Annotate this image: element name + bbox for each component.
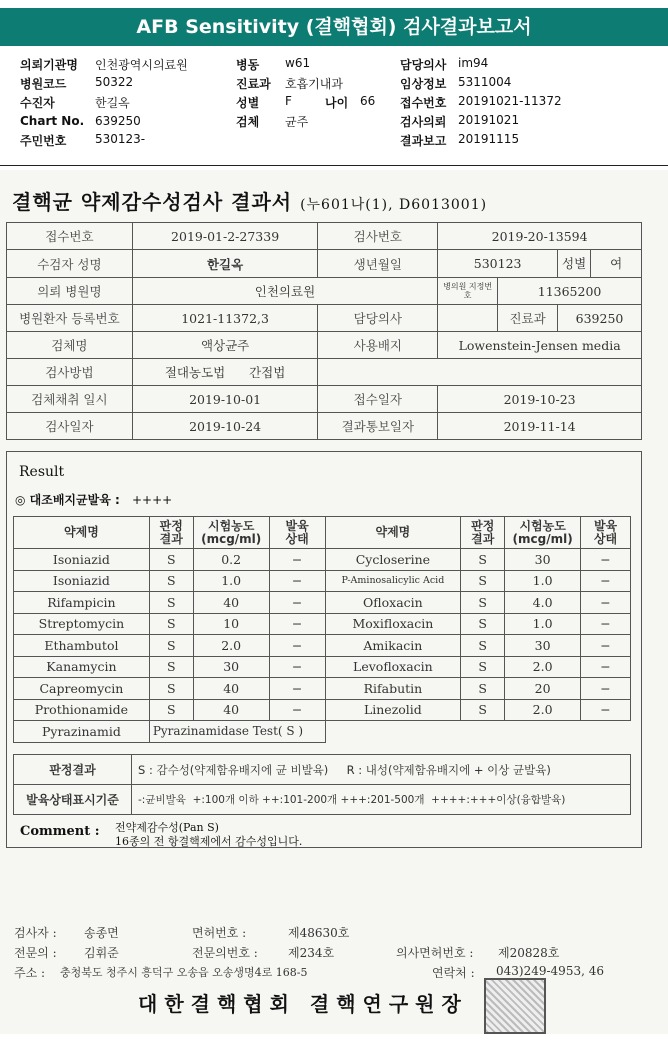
sex-value-cell: 여 bbox=[610, 256, 623, 271]
table-row bbox=[14, 656, 631, 678]
hosp-no-label: 병의원 지정번호 bbox=[438, 278, 498, 305]
test-date-label: 검사일자 bbox=[7, 413, 133, 440]
method-2: 간접법 bbox=[249, 365, 286, 380]
drug-result: S bbox=[461, 678, 505, 700]
table-row bbox=[14, 699, 631, 721]
title-text: 결핵균 약제감수성검사 결과서 bbox=[12, 190, 293, 214]
method-empty bbox=[318, 359, 642, 386]
hosp-label: 의뢰 병원명 bbox=[7, 278, 133, 305]
drug-result: S bbox=[149, 570, 193, 592]
age-value: 66 bbox=[360, 94, 376, 108]
dept-label-cell: 진료과 bbox=[498, 305, 558, 332]
drug-conc: 30 bbox=[505, 635, 581, 657]
drug-name: Ofloxacin bbox=[325, 592, 461, 614]
age-label: 나이 bbox=[325, 96, 349, 110]
drug-conc: 30 bbox=[505, 549, 581, 571]
drug-growth: − bbox=[269, 549, 325, 571]
doctor-empty bbox=[438, 305, 498, 332]
drug-growth: − bbox=[581, 570, 631, 592]
growth-line2: 상태 bbox=[285, 531, 309, 546]
judge-legend-label: 판정결과 bbox=[14, 755, 132, 785]
dept-value-cell: 639250 bbox=[558, 305, 642, 332]
drug-growth: − bbox=[581, 592, 631, 614]
drug-name: Ethambutol bbox=[14, 635, 150, 657]
growth-line1: 발육 bbox=[593, 518, 618, 533]
drug-growth: − bbox=[269, 699, 325, 721]
receive-date: 2019-10-23 bbox=[438, 386, 642, 413]
judge-line1: 판정 bbox=[159, 518, 183, 533]
specimen-value: 균주 bbox=[285, 115, 309, 129]
drug-growth: − bbox=[269, 678, 325, 700]
conc-line2: (mcg/ml) bbox=[512, 531, 573, 546]
control-label: ◎ 대조배지균발육 : bbox=[15, 493, 120, 507]
patient-header bbox=[0, 50, 668, 166]
doc-license-no: 제20828호 bbox=[498, 946, 560, 960]
drug-name: Rifabutin bbox=[325, 678, 461, 700]
drug-growth: − bbox=[269, 613, 325, 635]
doctor-label-cell: 담당의사 bbox=[318, 305, 438, 332]
drug-result: S bbox=[149, 592, 193, 614]
tester-label: 검사자 : bbox=[14, 926, 57, 940]
conc-line1: 시험농도 bbox=[519, 518, 566, 533]
dept-value: 호흡기내과 bbox=[285, 77, 343, 91]
drug-result: S bbox=[149, 678, 193, 700]
specialist-name: 김휘준 bbox=[84, 946, 119, 960]
drug-conc: 1.0 bbox=[193, 570, 269, 592]
drug-result: S bbox=[461, 613, 505, 635]
specimen-label-cell: 검체명 bbox=[7, 332, 133, 359]
test-no-label: 검사번호 bbox=[318, 223, 438, 250]
document-title bbox=[12, 186, 487, 215]
growth-line2: 상태 bbox=[593, 531, 618, 546]
collect-date: 2019-10-01 bbox=[132, 386, 318, 413]
drug-name: Streptomycin bbox=[14, 613, 150, 635]
table-row bbox=[14, 613, 631, 635]
comment-line-1: 전약제감수성(Pan S) bbox=[115, 821, 219, 834]
drug-result: S bbox=[461, 656, 505, 678]
address-label: 주소 : bbox=[14, 966, 46, 980]
medium-label: 사용배지 bbox=[318, 332, 438, 359]
clinical-value: 5311004 bbox=[458, 75, 512, 89]
comment-line-2: 16종의 전 항결핵제에서 감수성입니다. bbox=[115, 835, 303, 848]
drug-growth: − bbox=[581, 635, 631, 657]
notify-label: 결과통보일자 bbox=[318, 413, 438, 440]
col-growth-l bbox=[269, 517, 325, 549]
drug-growth: − bbox=[269, 656, 325, 678]
spec-no: 제234호 bbox=[288, 946, 335, 960]
drug-name: Cycloserine bbox=[325, 549, 461, 571]
pza-drug: Pyrazinamid bbox=[14, 721, 150, 743]
report-banner: AFB Sensitivity (결핵협회) 검사결과보고서 bbox=[0, 8, 668, 46]
control-value: ++++ bbox=[131, 493, 173, 507]
judge-line2: 결과 bbox=[159, 531, 183, 546]
rrn-label: 주민번호 bbox=[20, 134, 67, 148]
result-title: Result bbox=[19, 464, 65, 480]
pza-test: Pyrazinamidase Test( S ) bbox=[149, 721, 325, 743]
drug-growth: − bbox=[269, 570, 325, 592]
code-label: 병원코드 bbox=[20, 77, 67, 91]
dob: 530123 bbox=[438, 250, 558, 278]
col-conc-r bbox=[505, 517, 581, 549]
hospital-label: 의뢰기관명 bbox=[20, 58, 78, 72]
doc-license-label: 의사면허번호 : bbox=[396, 946, 474, 960]
table-row bbox=[14, 635, 631, 657]
ward-label: 병동 bbox=[236, 58, 260, 72]
notify-date: 2019-11-14 bbox=[438, 413, 642, 440]
official-seal-icon bbox=[484, 978, 546, 1034]
drug-result: S bbox=[461, 635, 505, 657]
drug-table bbox=[13, 516, 631, 743]
drug-growth: − bbox=[581, 613, 631, 635]
drug-growth: − bbox=[581, 549, 631, 571]
contact: 043)249-4953, 46 bbox=[496, 964, 604, 978]
col-drug-l: 약제명 bbox=[14, 517, 150, 549]
table-row bbox=[14, 549, 631, 571]
reg-label: 병원환자 등록번호 bbox=[7, 305, 133, 332]
drug-result: S bbox=[461, 570, 505, 592]
chart-label: Chart No. bbox=[20, 114, 85, 128]
accession-label: 접수번호 bbox=[400, 96, 447, 110]
drug-conc: 30 bbox=[193, 656, 269, 678]
test-no: 2019-20-13594 bbox=[438, 223, 642, 250]
report-label: 결과보고 bbox=[400, 134, 447, 148]
conc-line1: 시험농도 bbox=[208, 518, 255, 533]
drug-conc: 1.0 bbox=[505, 570, 581, 592]
drug-conc: 2.0 bbox=[505, 656, 581, 678]
drug-result: S bbox=[461, 592, 505, 614]
reg-no: 1021-11372,3 bbox=[132, 305, 318, 332]
tester-name: 송종면 bbox=[84, 926, 119, 940]
col-conc-l bbox=[193, 517, 269, 549]
ward-value: w61 bbox=[285, 56, 311, 70]
drug-name: P-Aminosalicylic Acid bbox=[325, 570, 461, 592]
judge-legend-text: S : 감수성(약제함유배지에 균 비발육) R : 내성(약제함유배지에 + 이상 균발육) bbox=[132, 755, 631, 785]
clinical-label: 임상정보 bbox=[400, 77, 447, 91]
drug-conc: 1.0 bbox=[505, 613, 581, 635]
drug-conc: 4.0 bbox=[505, 592, 581, 614]
drug-result: S bbox=[149, 656, 193, 678]
report-value: 20191115 bbox=[458, 132, 520, 146]
sex-label: 성별 bbox=[236, 96, 260, 110]
drug-conc: 40 bbox=[193, 592, 269, 614]
drug-name: Levofloxacin bbox=[325, 656, 461, 678]
table-row bbox=[14, 678, 631, 700]
sex-label-cell: 성별 bbox=[558, 250, 591, 277]
drug-result: S bbox=[149, 549, 193, 571]
dept-label: 진료과 bbox=[236, 77, 271, 91]
test-date: 2019-10-24 bbox=[132, 413, 318, 440]
info-table bbox=[6, 222, 642, 440]
patient-name: 한길옥 bbox=[132, 250, 318, 278]
growth-legend-text: -:균비발육 +:100개 이하 ++:101-200개 +++:201-500개 ++++:+++이상(융합발육) bbox=[132, 785, 631, 815]
col-judge-l bbox=[149, 517, 193, 549]
drug-result: S bbox=[461, 549, 505, 571]
drug-name: Rifampicin bbox=[14, 592, 150, 614]
drug-result: S bbox=[149, 635, 193, 657]
method-1: 절대농도법 bbox=[164, 365, 226, 380]
hospital-value: 인천광역시의료원 bbox=[95, 58, 188, 72]
table-row bbox=[14, 570, 631, 592]
drug-conc: 2.0 bbox=[193, 635, 269, 657]
organization-name: 대한결핵협회 결핵연구원장 bbox=[138, 992, 468, 1016]
drug-name: Kanamycin bbox=[14, 656, 150, 678]
drug-conc: 2.0 bbox=[505, 699, 581, 721]
judge-line1: 판정 bbox=[471, 518, 495, 533]
col-drug-r: 약제명 bbox=[325, 517, 461, 549]
drug-conc: 40 bbox=[193, 699, 269, 721]
growth-line1: 발육 bbox=[285, 518, 309, 533]
license-no: 제48630호 bbox=[288, 926, 350, 940]
drug-growth: − bbox=[269, 635, 325, 657]
receive-label: 접수일자 bbox=[318, 386, 438, 413]
drug-conc: 0.2 bbox=[193, 549, 269, 571]
dob-label: 생년월일 bbox=[318, 250, 438, 278]
drug-result: S bbox=[149, 699, 193, 721]
drug-conc: 10 bbox=[193, 613, 269, 635]
drug-name: Linezolid bbox=[325, 699, 461, 721]
receiver-label: 수진자 bbox=[20, 96, 55, 110]
drug-growth: − bbox=[581, 656, 631, 678]
contact-label: 연락처 : bbox=[432, 966, 475, 980]
title-code: (누601나(1), D6013001) bbox=[300, 197, 488, 213]
hosp-name: 인천의료원 bbox=[132, 278, 437, 305]
request-label: 검사의뢰 bbox=[400, 115, 447, 129]
drug-name: Isoniazid bbox=[14, 549, 150, 571]
conc-line2: (mcg/ml) bbox=[201, 531, 262, 546]
drug-result: S bbox=[149, 613, 193, 635]
comment-label: Comment : bbox=[20, 824, 100, 839]
drug-growth: − bbox=[269, 592, 325, 614]
judge-line2: 결과 bbox=[471, 531, 495, 546]
medium-value: Lowenstein-Jensen media bbox=[438, 332, 642, 359]
drug-name: Moxifloxacin bbox=[325, 613, 461, 635]
method-label: 검사방법 bbox=[7, 359, 133, 386]
method-value bbox=[132, 359, 318, 386]
accession-value: 20191021-11372 bbox=[458, 94, 562, 108]
legend-table bbox=[13, 754, 631, 815]
drug-conc: 40 bbox=[193, 678, 269, 700]
growth-legend-label: 발육상태표시기준 bbox=[14, 785, 132, 815]
specialist-label: 전문의 : bbox=[14, 946, 57, 960]
drug-name: Amikacin bbox=[325, 635, 461, 657]
rrn-value: 530123- bbox=[95, 132, 146, 146]
table-row bbox=[14, 592, 631, 614]
sex-value: F bbox=[285, 94, 292, 108]
address: 충청북도 청주시 흥덕구 오송읍 오송생명4로 168-5 bbox=[60, 966, 308, 979]
drug-growth: − bbox=[581, 678, 631, 700]
receiver-value: 한길옥 bbox=[95, 96, 130, 110]
specimen-value-cell: 액상균주 bbox=[132, 332, 318, 359]
table-row bbox=[14, 721, 631, 743]
spec-no-label: 전문의번호 : bbox=[192, 946, 258, 960]
code-value: 50322 bbox=[95, 75, 134, 89]
drug-result: S bbox=[461, 699, 505, 721]
result-section bbox=[6, 451, 642, 848]
doctor-value: im94 bbox=[458, 56, 489, 70]
specimen-label: 검체 bbox=[236, 115, 260, 129]
drug-name: Prothionamide bbox=[14, 699, 150, 721]
patient-label: 수검자 성명 bbox=[7, 250, 133, 278]
drug-name: Isoniazid bbox=[14, 570, 150, 592]
col-judge-r bbox=[461, 517, 505, 549]
comment-text bbox=[115, 821, 302, 849]
license-label: 면허번호 : bbox=[192, 926, 247, 940]
chart-value: 639250 bbox=[95, 114, 141, 128]
receipt-no-label: 접수번호 bbox=[7, 223, 133, 250]
hosp-no: 11365200 bbox=[498, 278, 642, 305]
col-growth-r bbox=[581, 517, 631, 549]
request-value: 20191021 bbox=[458, 113, 520, 127]
drug-conc: 20 bbox=[505, 678, 581, 700]
doctor-label: 담당의사 bbox=[400, 58, 447, 72]
collect-label: 검체채취 일시 bbox=[7, 386, 133, 413]
drug-name: Capreomycin bbox=[14, 678, 150, 700]
control-growth bbox=[15, 491, 172, 508]
receipt-no: 2019-01-2-27339 bbox=[132, 223, 318, 250]
drug-growth: − bbox=[581, 699, 631, 721]
